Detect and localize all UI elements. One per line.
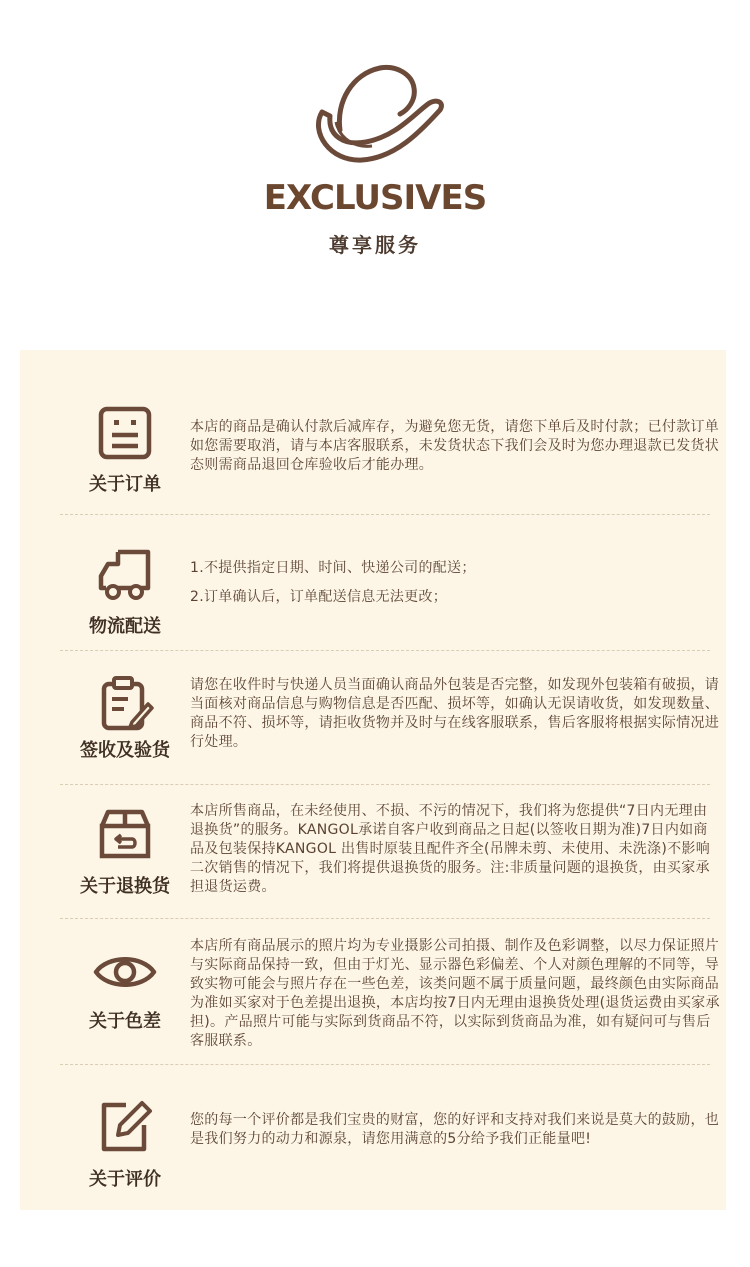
edit-review-icon bbox=[96, 1097, 154, 1155]
eye-icon bbox=[92, 943, 158, 1001]
section-review bbox=[20, 1095, 726, 1195]
divider bbox=[60, 650, 710, 651]
section-text: 本店所有商品展示的照片均为专业摄影公司拍摄、制作及色彩调整，以尽力保证照片与实际商品保持一致，但由于灯光、显示器色彩偏差、个人对颜色理解的不同等，导致实物可能会与照片存在一些色差，该类问题不属于质量问题，最终颜色由实际商品为准如买家对于色差提出退换，本店均按7日内无理由退换货处理(退货运费由买家承担)。产品照片可能与实际到货商品不符，以实际到货商品为准，如有疑问可与售后客服联系。 bbox=[190, 938, 720, 1049]
divider bbox=[60, 1064, 710, 1065]
clipboard-check-icon bbox=[96, 674, 154, 732]
return-box-icon bbox=[96, 804, 154, 862]
section-color bbox=[20, 935, 726, 1065]
divider bbox=[60, 514, 710, 515]
section-title: 关于退换货 bbox=[80, 876, 170, 897]
section-text: 1.不提供指定日期、时间、快递公司的配送； 2.订单确认后，订单配送信息无法更改； bbox=[190, 560, 476, 605]
section-text: 请您在收件时与快递人员当面确认商品外包装是否完整，如发现外包装箱有破损，请当面核对商品信息与购物信息是否匹配、损坏等，如确认无误请收货，如发现数量、商品不符、损坏等，请拒收货物并及时与在线客服联系，售后客服将根据实际情况进行处理。 bbox=[190, 677, 720, 750]
section-returns bbox=[20, 800, 726, 920]
service-panel bbox=[20, 350, 726, 1210]
section-text: 本店所售商品，在未经使用、不损、不污的情况下，我们将为您提供“7日内无理由退换货”的服务。KANGOL承诺自客户收到商品之日起(以签收日期为准)7日内如商品及包装保持KANGOL 出售时原装且配件齐全(吊牌未剪、未使用、未洗涤)不影响二次销售的情况下，我们将提供退换货的服务。注:非质量问题的退换货，由买家承担退货运费。 bbox=[190, 803, 711, 895]
divider bbox=[60, 918, 710, 919]
delivery-truck-icon bbox=[96, 546, 154, 604]
section-title: 关于订单 bbox=[89, 474, 161, 495]
section-logistics bbox=[20, 540, 726, 650]
brand-logo bbox=[0, 40, 750, 180]
section-title: 关于评价 bbox=[89, 1169, 161, 1190]
brand-title: EXCLUSIVES bbox=[263, 178, 487, 218]
divider bbox=[60, 784, 710, 785]
section-text: 本店的商品是确认付款后减库存，为避免您无货，请您下单后及时付款；已付款订单如您需要取消，请与本店客服联系，未发货状态下我们会及时为您办理退款已发货状态则需商品退回仓库验收后才能办理。 bbox=[190, 419, 720, 473]
page-subtitle: 尊享服务 bbox=[329, 233, 421, 257]
section-title: 签收及验货 bbox=[80, 740, 170, 761]
order-list-icon bbox=[96, 404, 154, 462]
hat-logo-icon bbox=[300, 52, 450, 172]
section-text: 您的每一个评价都是我们宝贵的财富，您的好评和支持对我们来说是莫大的鼓励，也是我们努力的动力和源泉，请您用满意的5分给予我们正能量吧! bbox=[190, 1112, 720, 1147]
section-title: 物流配送 bbox=[89, 616, 161, 637]
section-title: 关于色差 bbox=[89, 1011, 161, 1032]
section-receipt bbox=[20, 670, 726, 780]
section-order bbox=[20, 400, 726, 520]
